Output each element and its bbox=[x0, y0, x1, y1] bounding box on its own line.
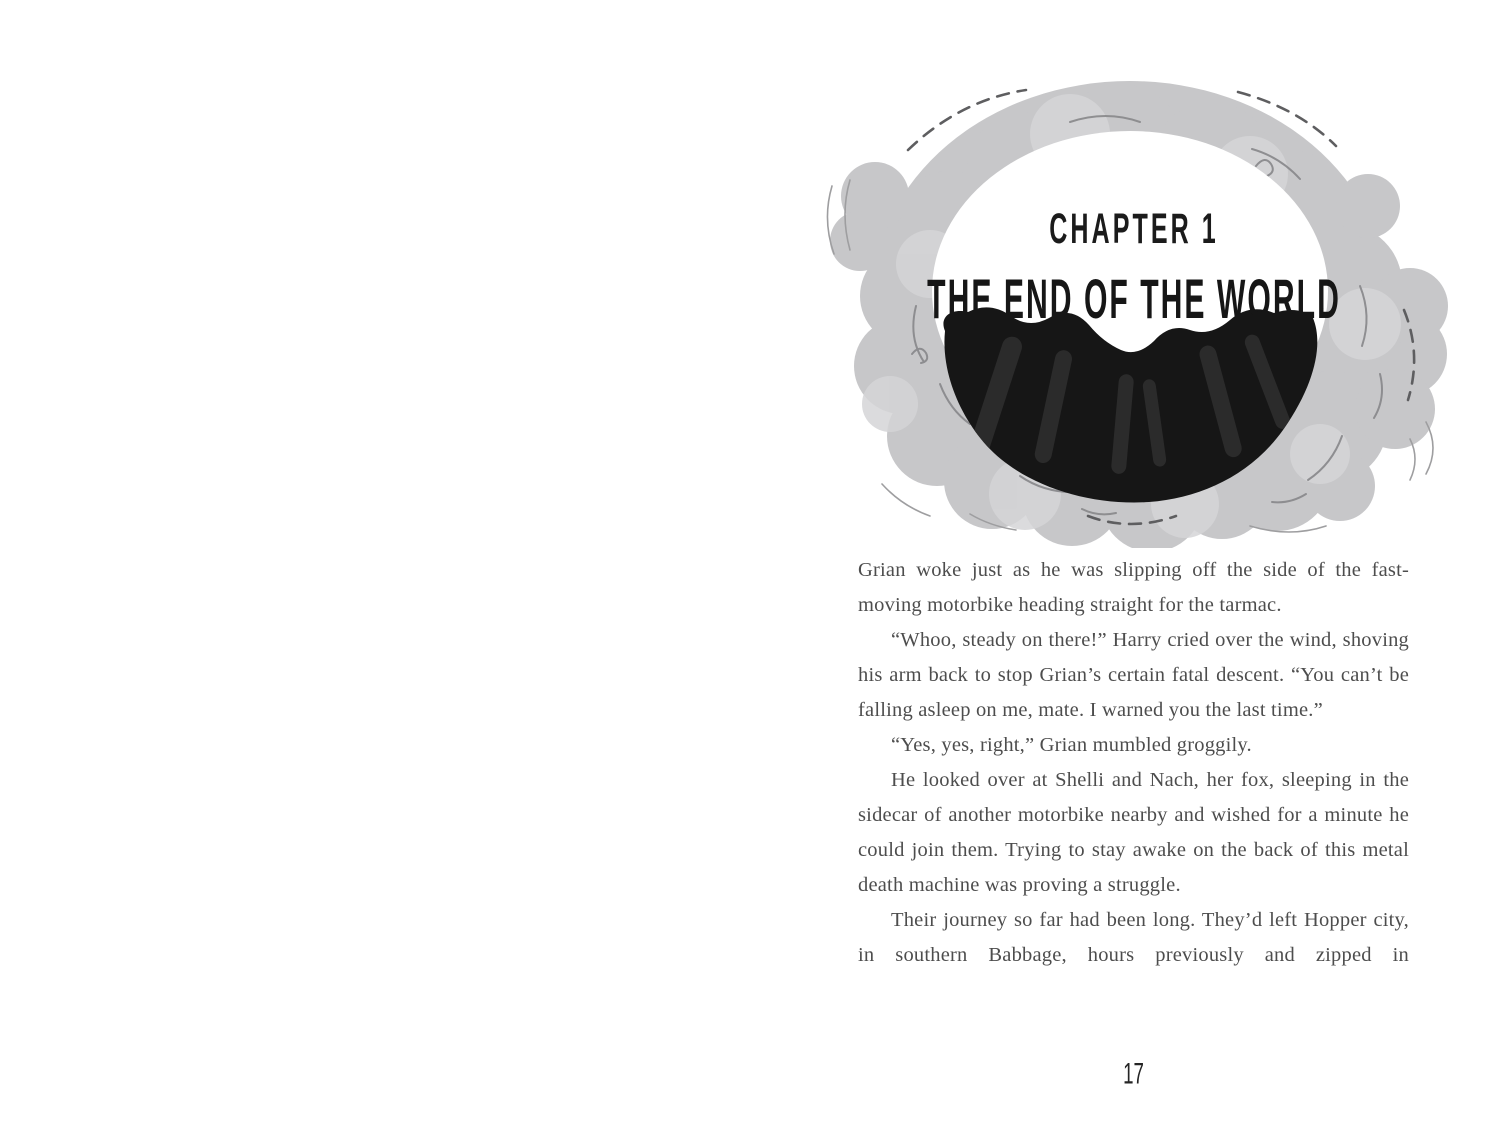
body-text bbox=[858, 553, 1409, 973]
smoke-cloud-crater-svg bbox=[820, 54, 1448, 548]
chapter-title: THE END OF THE WORLD bbox=[927, 267, 1341, 331]
paragraph: “Yes, yes, right,” Grian mumbled groggily. bbox=[891, 734, 1252, 756]
paragraph: Their journey so far had been long. They’d left Hopper city, in southern Babbage, hours previously and zipped in bbox=[858, 909, 1409, 966]
page-number: 17 bbox=[1123, 1058, 1144, 1091]
paragraph: “Whoo, steady on there!” Harry cried over the wind, shoving his arm back to stop Grian’s certain fatal descent. “You can’t be falling asleep on me, mate. I warned you the last time.” bbox=[858, 629, 1409, 721]
chapter-label: CHAPTER 1 bbox=[1049, 204, 1219, 253]
paragraph: Grian woke just as he was slipping off the side of the fast-moving motorbike heading straight for the tarmac. bbox=[858, 559, 1409, 616]
crater-smoke-illustration bbox=[820, 54, 1448, 548]
paragraph: He looked over at Shelli and Nach, her fox, sleeping in the sidecar of another motorbike nearby and wished for a minute he could join them. Trying to stay awake on the back of this metal death machine was proving a struggle. bbox=[858, 769, 1409, 896]
